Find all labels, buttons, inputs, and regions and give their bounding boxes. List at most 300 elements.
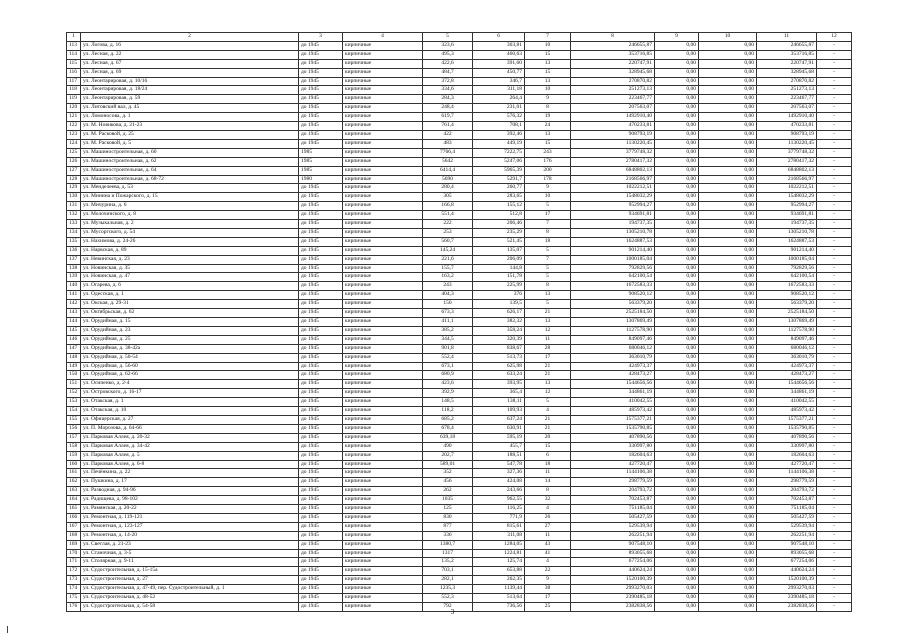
table-cell: 262251,94 — [757, 531, 817, 540]
table-cell: 10 — [525, 41, 571, 50]
table-cell: кирпичные — [343, 389, 423, 398]
table-cell: 619,7 — [423, 113, 473, 122]
table-cell: - — [817, 398, 852, 407]
table-cell: 146 — [67, 335, 81, 344]
table-row — [67, 86, 852, 95]
table-cell: 563379,20 — [571, 300, 655, 309]
table-cell: 0,00 — [655, 77, 699, 86]
table-cell: - — [817, 505, 852, 514]
table-row — [67, 166, 852, 175]
table-cell: 626,17 — [473, 309, 525, 318]
table-cell: - — [817, 264, 852, 273]
table-cell: 270870,82 — [571, 77, 655, 86]
table-cell: 0,00 — [655, 335, 699, 344]
table-cell: 0,00 — [699, 68, 757, 77]
table-cell: 122 — [67, 122, 81, 131]
table-cell: 144,8 — [473, 264, 525, 273]
table-cell: 15 — [525, 139, 571, 148]
table-cell: 0,00 — [699, 353, 757, 362]
table-cell: 363010,79 — [757, 353, 817, 362]
table-row — [67, 540, 852, 549]
table-cell: 115 — [67, 59, 81, 68]
table-cell: 125 — [67, 148, 81, 157]
table-cell: 455,7 — [473, 442, 525, 451]
table-row — [67, 531, 852, 540]
table-cell: 0,00 — [655, 567, 699, 576]
table-cell: 159 — [67, 451, 81, 460]
table-cell: 901214,40 — [571, 246, 655, 255]
table-cell: кирпичные — [343, 344, 423, 353]
table-cell: 222 — [423, 220, 473, 229]
table-cell: 0,00 — [699, 585, 757, 594]
table-cell: - — [817, 175, 852, 184]
table-cell: - — [817, 362, 852, 371]
table-cell: 424973,37 — [757, 362, 817, 371]
table-cell: 173 — [67, 576, 81, 585]
table-cell: - — [817, 139, 852, 148]
table-row — [67, 371, 852, 380]
table-body — [67, 41, 852, 611]
table-cell: 552,3 — [423, 594, 473, 603]
table-cell: 1000185,04 — [757, 255, 817, 264]
table-cell: 1985 — [299, 148, 343, 157]
table-row — [67, 362, 852, 371]
table-cell: 125 — [423, 505, 473, 514]
table-cell: 298779,59 — [571, 478, 655, 487]
table-cell: 12 — [525, 389, 571, 398]
table-cell: 0,00 — [655, 407, 699, 416]
table-cell: 470233,81 — [571, 122, 655, 131]
table-cell: ул. Печёнкина, д. 22 — [81, 469, 299, 478]
table-cell: 2168566,97 — [571, 175, 655, 184]
table-row — [67, 175, 852, 184]
table-row — [67, 567, 852, 576]
table-cell: - — [817, 300, 852, 309]
table-cell: 830 — [423, 513, 473, 522]
table-cell: 178 — [525, 175, 571, 184]
table-cell: 9 — [525, 95, 571, 104]
table-cell: ул. Машиностроительная, д. 60 — [81, 148, 299, 157]
table-cell: 10 — [525, 193, 571, 202]
table-cell: 0,00 — [655, 424, 699, 433]
table-cell: 5 — [525, 273, 571, 282]
table-cell: 13 — [525, 380, 571, 389]
table-cell: 175 — [67, 594, 81, 603]
table-cell: до 1945 — [299, 505, 343, 514]
table-cell: до 1945 — [299, 540, 343, 549]
table-cell: ул. Отакская, д. 10 — [81, 407, 299, 416]
table-cell: 2168566,97 — [757, 175, 817, 184]
table-cell: 166 — [67, 513, 81, 522]
table-cell: до 1945 — [299, 300, 343, 309]
table-cell: ул. Молочинского, д. 8 — [81, 211, 299, 220]
table-cell: до 1945 — [299, 202, 343, 211]
table-cell: до 1945 — [299, 68, 343, 77]
table-cell: - — [817, 371, 852, 380]
table-cell: - — [817, 594, 852, 603]
table-cell: 0,00 — [655, 513, 699, 522]
table-cell: 6414,4 — [423, 166, 473, 175]
table-cell: ул. Разводная, д. 94-96 — [81, 487, 299, 496]
table-row — [67, 68, 852, 77]
table-row — [67, 220, 852, 229]
table-cell: кирпичные — [343, 433, 423, 442]
table-cell: 0,00 — [655, 478, 699, 487]
table-cell: 595,19 — [473, 433, 525, 442]
table-cell: кирпичные — [343, 371, 423, 380]
table-cell: 174 — [67, 585, 81, 594]
table-cell: 148 — [67, 353, 81, 362]
table-cell: 323,6 — [423, 41, 473, 50]
table-cell: кирпичные — [343, 478, 423, 487]
table-row — [67, 309, 852, 318]
table-cell: 14 — [525, 478, 571, 487]
table-row — [67, 255, 852, 264]
table-cell: 456 — [423, 478, 473, 487]
table-cell: 6 — [525, 451, 571, 460]
table-cell: 0,00 — [699, 540, 757, 549]
table-cell: 0,00 — [699, 603, 757, 612]
table-cell: кирпичные — [343, 362, 423, 371]
table-cell: 344861,19 — [757, 389, 817, 398]
table-cell: 151 — [67, 380, 81, 389]
table-cell: - — [817, 309, 852, 318]
table-cell: 0,00 — [655, 68, 699, 77]
table-cell: кирпичные — [343, 50, 423, 59]
table-cell: 0,00 — [699, 228, 757, 237]
table-cell: - — [817, 228, 852, 237]
table-cell: 162 — [67, 478, 81, 487]
table-cell: кирпичные — [343, 353, 423, 362]
table-cell: ул. Островского, д. 16-17 — [81, 389, 299, 398]
table-cell: 385,2 — [423, 326, 473, 335]
table-cell: 751185,04 — [571, 505, 655, 514]
table-cell: кирпичные — [343, 522, 423, 531]
table-cell: 1130220,45 — [757, 139, 817, 148]
table-cell: - — [817, 531, 852, 540]
table-cell: 145,24 — [423, 246, 473, 255]
table-cell: кирпичные — [343, 86, 423, 95]
table-cell: 625,98 — [473, 362, 525, 371]
table-cell: 20 — [525, 433, 571, 442]
table-cell: 673,1 — [423, 362, 473, 371]
table-cell: 702453,87 — [757, 496, 817, 505]
table-cell: кирпичные — [343, 513, 423, 522]
table-cell: 305 — [423, 193, 473, 202]
table-cell: 907548,10 — [757, 540, 817, 549]
table-cell: 24 — [525, 122, 571, 131]
table-cell: 0,00 — [655, 415, 699, 424]
table-cell: 0,00 — [699, 531, 757, 540]
table-row — [67, 228, 852, 237]
table-cell: 0,00 — [699, 549, 757, 558]
table-cell: 1672583,33 — [571, 282, 655, 291]
table-cell: 137 — [67, 255, 81, 264]
table-cell: 0,00 — [655, 398, 699, 407]
table-cell: 0,00 — [699, 415, 757, 424]
table-cell: 560,7 — [423, 237, 473, 246]
table-cell: 150 — [423, 300, 473, 309]
table-cell: ул. Ремонтная, д. 123-127 — [81, 522, 299, 531]
table-cell: 513,64 — [473, 594, 525, 603]
table-cell: 653,88 — [473, 567, 525, 576]
table-cell: 0,00 — [699, 335, 757, 344]
table-cell: ул. Леонтарировая, д. 59 — [81, 95, 299, 104]
table-cell: 505427,59 — [571, 513, 655, 522]
table-cell: 1985 — [299, 166, 343, 175]
table-cell: - — [817, 576, 852, 585]
table-cell: - — [817, 478, 852, 487]
table-row — [67, 522, 852, 531]
table-cell: 22 — [525, 567, 571, 576]
table-cell: 157 — [67, 433, 81, 442]
table-cell: 8 — [525, 104, 571, 113]
table-cell: 358,24 — [473, 326, 525, 335]
table-cell: 223467,77 — [571, 95, 655, 104]
table-row — [67, 424, 852, 433]
table-cell: до 1945 — [299, 433, 343, 442]
table-cell: ул. Лесная, д. 69 — [81, 68, 299, 77]
table-cell: кирпичные — [343, 113, 423, 122]
table-cell: 262,35 — [473, 576, 525, 585]
table-cell: 164 — [67, 496, 81, 505]
table-cell: кирпичные — [343, 558, 423, 567]
table-cell: 428473,27 — [571, 371, 655, 380]
table-cell: 901,8 — [423, 344, 473, 353]
table-cell: 551,4 — [423, 211, 473, 220]
table-cell: - — [817, 433, 852, 442]
table-cell: ул. Судостроительная, д. 27 — [81, 576, 299, 585]
table-cell: 0,00 — [699, 496, 757, 505]
table-cell: 0,00 — [655, 522, 699, 531]
table-cell: 1492910,40 — [757, 113, 817, 122]
table-cell: ул. Офицерская, д. 27 — [81, 415, 299, 424]
table-cell: 0,00 — [699, 300, 757, 309]
table-cell: - — [817, 211, 852, 220]
table-cell: - — [817, 469, 852, 478]
table-cell: 5 — [525, 246, 571, 255]
table-cell: кирпичные — [343, 246, 423, 255]
table-cell: 32 — [525, 496, 571, 505]
table-cell: до 1945 — [299, 531, 343, 540]
table-cell: ул. Судостроительная, д. 47-49, пер. Судостроительный, д. 1 — [81, 585, 299, 594]
table-cell: кирпичные — [343, 228, 423, 237]
table-cell: - — [817, 77, 852, 86]
table-cell: ул. Одесская, д. 1 — [81, 291, 299, 300]
table-cell: ул. Орудийная, д. 38-42а — [81, 344, 299, 353]
table-cell: 7 — [525, 255, 571, 264]
table-cell: 4 — [525, 407, 571, 416]
table-row — [67, 95, 852, 104]
table-cell: 143 — [67, 309, 81, 318]
table-cell: - — [817, 389, 852, 398]
table-cell: 38 — [525, 585, 571, 594]
table-cell: - — [817, 166, 852, 175]
table-cell: ул. Светлая, д. 21-23 — [81, 540, 299, 549]
table-cell: 0,00 — [699, 291, 757, 300]
table-cell: 18 — [525, 237, 571, 246]
table-cell: - — [817, 193, 852, 202]
table-cell: до 1945 — [299, 139, 343, 148]
table-cell: ул. Машиностроительная, д. 68-72 — [81, 175, 299, 184]
table-cell: 1520100,39 — [757, 576, 817, 585]
table-cell: ул. Парковая Аллея, д. 20-32 — [81, 433, 299, 442]
table-row — [67, 389, 852, 398]
table-cell: 5 — [525, 202, 571, 211]
table-row — [67, 549, 852, 558]
column-number-cell: 12 — [817, 33, 852, 42]
table-cell: 282,1 — [423, 576, 473, 585]
table-cell: 5642 — [423, 157, 473, 166]
table-cell: 0,00 — [699, 433, 757, 442]
table-cell: 404,3 — [423, 291, 473, 300]
table-cell: 231,01 — [473, 104, 525, 113]
table-cell: - — [817, 130, 852, 139]
table-cell: кирпичные — [343, 139, 423, 148]
table-cell: 1139,44 — [473, 585, 525, 594]
table-cell: 207563,07 — [571, 104, 655, 113]
table-cell: - — [817, 184, 852, 193]
table-cell: до 1945 — [299, 273, 343, 282]
table-cell: ул. Невинская, д. 23 — [81, 255, 299, 264]
table-row — [67, 211, 852, 220]
table-cell: до 1945 — [299, 220, 343, 229]
table-cell: 262251,94 — [571, 531, 655, 540]
table-cell: - — [817, 407, 852, 416]
table-cell: 161 — [67, 469, 81, 478]
table-cell: 0,00 — [699, 558, 757, 567]
table-cell: кирпичные — [343, 451, 423, 460]
table-cell: 0,00 — [655, 326, 699, 335]
table-cell: 440624,24 — [757, 567, 817, 576]
table-row — [67, 353, 852, 362]
table-cell: кирпичные — [343, 148, 423, 157]
table-cell: до 1945 — [299, 594, 343, 603]
table-cell: 116,25 — [473, 505, 525, 514]
table-row — [67, 300, 852, 309]
table-cell: - — [817, 41, 852, 50]
table-cell: 251273,13 — [571, 86, 655, 95]
table-cell: 21 — [525, 424, 571, 433]
table-cell: 962,55 — [473, 496, 525, 505]
table-cell: 1307869,49 — [571, 318, 655, 327]
table-cell: 0,00 — [699, 371, 757, 380]
table-cell: 123 — [67, 130, 81, 139]
table-cell: 141 — [67, 291, 81, 300]
table-cell: 0,00 — [655, 318, 699, 327]
table-cell: 0,00 — [699, 175, 757, 184]
table-cell: - — [817, 442, 852, 451]
table-cell: 7766,4 — [423, 148, 473, 157]
table-cell: 0,00 — [699, 41, 757, 50]
table-cell: 1000185,04 — [571, 255, 655, 264]
table-cell: ул. Орудийная, д. 25 — [81, 335, 299, 344]
table-cell: ул. Лесная, д. 67 — [81, 59, 299, 68]
table-row — [67, 460, 852, 469]
table-cell: 907548,10 — [571, 540, 655, 549]
table-cell: 0,00 — [699, 166, 757, 175]
table-row — [67, 576, 852, 585]
table-cell: 815,61 — [473, 522, 525, 531]
table-cell: ул. Рамянская, д. 20-22 — [81, 505, 299, 514]
table-cell: 170 — [67, 549, 81, 558]
table-cell: 703,1 — [423, 567, 473, 576]
table-cell: 424,08 — [473, 478, 525, 487]
table-cell: 505427,59 — [757, 513, 817, 522]
table-cell: - — [817, 415, 852, 424]
table-cell: 410042,55 — [571, 398, 655, 407]
table-cell: 680046,12 — [757, 344, 817, 353]
table-cell: 153 — [67, 398, 81, 407]
table-cell: 0,00 — [655, 496, 699, 505]
table-cell: 26 — [525, 513, 571, 522]
table-cell: до 1945 — [299, 460, 343, 469]
table-cell: 344,5 — [423, 335, 473, 344]
table-cell: 0,00 — [655, 433, 699, 442]
table-cell: 202,7 — [423, 451, 473, 460]
table-cell: кирпичные — [343, 531, 423, 540]
table-row — [67, 469, 852, 478]
table-cell: ул. Радищева, д. 98-102 — [81, 496, 299, 505]
table-cell: ул. Минина и Пожарского, д. 15 — [81, 193, 299, 202]
table-cell: ул. Судостроительная, д. 48-52 — [81, 594, 299, 603]
table-cell: 0,00 — [655, 344, 699, 353]
table-cell: 0,00 — [699, 104, 757, 113]
table-cell: ул. Леонтарировая, д. 10/16 — [81, 77, 299, 86]
table-cell: кирпичные — [343, 469, 423, 478]
table-row — [67, 335, 852, 344]
table-row — [67, 122, 852, 131]
table-row — [67, 104, 852, 113]
table-cell: ул. Лесная, д. 22 — [81, 50, 299, 59]
table-cell: 0,00 — [699, 50, 757, 59]
table-cell: 18 — [525, 460, 571, 469]
table-cell: 1127578,90 — [757, 326, 817, 335]
table-cell: 761,4 — [423, 122, 473, 131]
table-cell: 427720,47 — [571, 460, 655, 469]
table-cell: 0,00 — [655, 104, 699, 113]
table-cell: 0,00 — [655, 166, 699, 175]
table-cell: до 1945 — [299, 424, 343, 433]
table-row — [67, 380, 852, 389]
table-cell: до 1945 — [299, 291, 343, 300]
table-cell: - — [817, 460, 852, 469]
table-cell: 17 — [525, 211, 571, 220]
table-cell: - — [817, 86, 852, 95]
table-cell: 392,46 — [473, 130, 525, 139]
table-cell: ул. М. Новикова, д. 21-23 — [81, 122, 299, 131]
table-cell: кирпичные — [343, 424, 423, 433]
table-cell: 243 — [423, 282, 473, 291]
table-cell: 0,00 — [655, 95, 699, 104]
column-number-cell: 8 — [571, 33, 655, 42]
table-cell: 8 — [525, 487, 571, 496]
table-cell: до 1945 — [299, 77, 343, 86]
table-cell: - — [817, 246, 852, 255]
table-cell: кирпичные — [343, 255, 423, 264]
table-cell: до 1945 — [299, 469, 343, 478]
table-cell: 116 — [67, 68, 81, 77]
table-cell: 21 — [525, 371, 571, 380]
table-cell: 0,00 — [699, 246, 757, 255]
table-cell: 424973,37 — [571, 362, 655, 371]
table-cell: 0,00 — [655, 255, 699, 264]
table-cell: 0,00 — [655, 371, 699, 380]
table-cell: ул. Станочная, д. 3-5 — [81, 549, 299, 558]
table-row — [67, 59, 852, 68]
table-cell: кирпичные — [343, 273, 423, 282]
table-cell: - — [817, 540, 852, 549]
